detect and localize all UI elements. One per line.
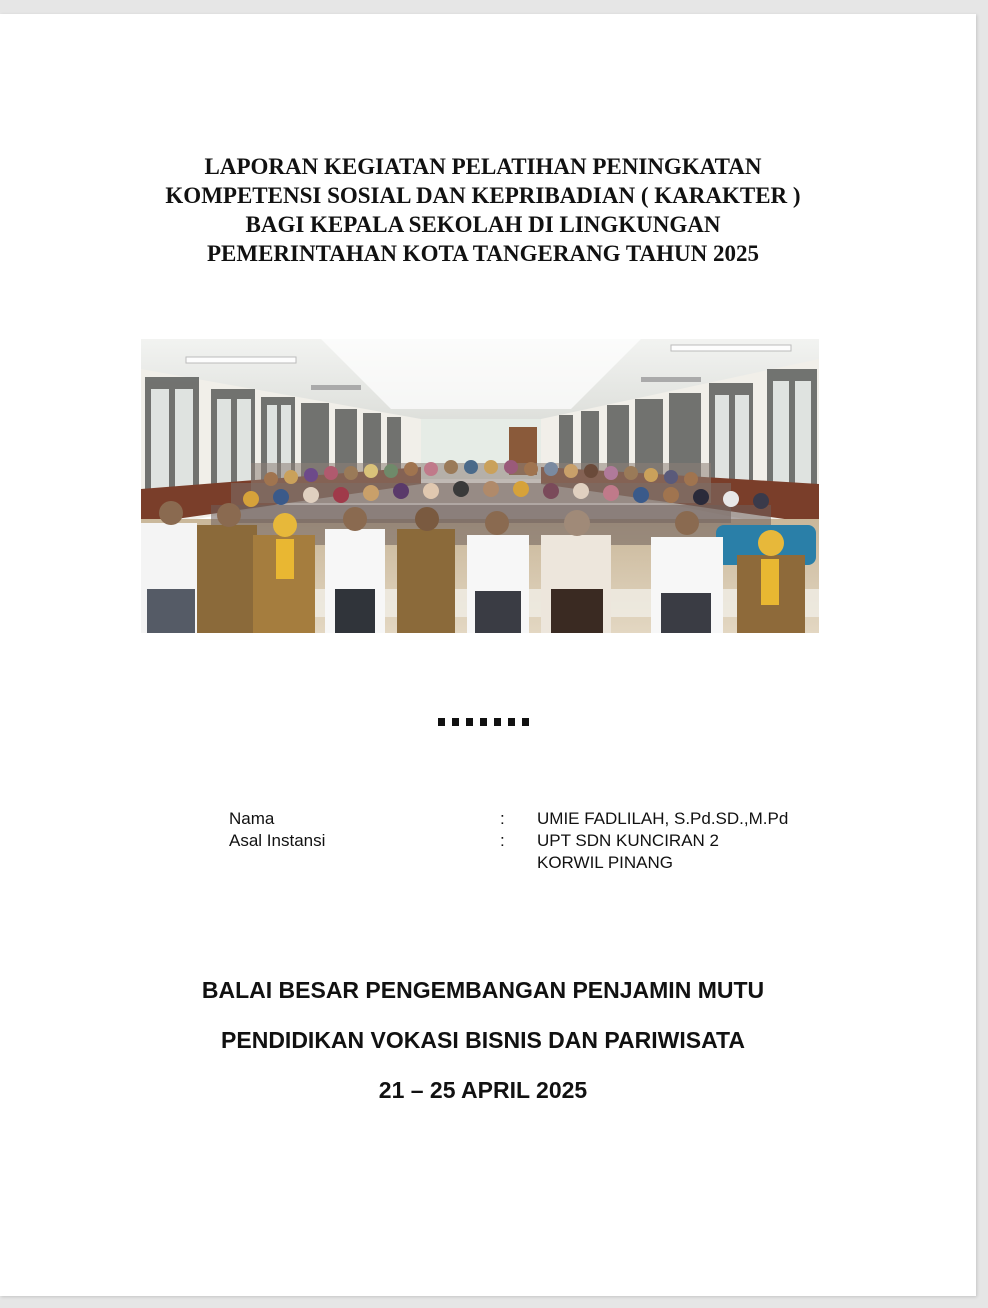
title-line-4: PEMERINTAHAN KOTA TANGERANG TAHUN 2025 [206, 241, 760, 266]
dot [522, 718, 529, 726]
name-colon: : [500, 809, 505, 828]
title-line-1: LAPORAN KEGIATAN PELATIHAN PENINGKATAN [204, 154, 762, 179]
title-line-2: KOMPETENSI SOSIAL DAN KEPRIBADIAN ( KARAKTER ) [165, 183, 801, 208]
organizer-line-2: PENDIDIKAN VOKASI BISNIS DAN PARIWISATA [221, 1027, 745, 1053]
dot [508, 718, 515, 726]
dot [466, 718, 473, 726]
institution-colon: : [500, 831, 505, 850]
name-value: UMIE FADLILAH, S.Pd.SD.,M.Pd [537, 809, 789, 828]
name-label: Nama [229, 809, 275, 828]
dot [494, 718, 501, 726]
document-page [0, 14, 976, 1296]
report-title [0, 152, 966, 268]
group-photo-icon [141, 339, 819, 633]
organizer-block [0, 977, 966, 1127]
institution-value-line-2: KORWIL PINANG [537, 853, 674, 872]
institution-label: Asal Instansi [229, 831, 326, 850]
ellipsis-separator [0, 718, 966, 726]
institution-value-line-1: UPT SDN KUNCIRAN 2 [537, 831, 719, 850]
title-line-3: BAGI KEPALA SEKOLAH DI LINGKUNGAN [245, 212, 721, 237]
dot [480, 718, 487, 726]
dot [438, 718, 445, 726]
dot [452, 718, 459, 726]
group-photo [141, 339, 819, 633]
event-dates: 21 – 25 APRIL 2025 [378, 1077, 588, 1103]
organizer-line-1: BALAI BESAR PENGEMBANGAN PENJAMIN MUTU [201, 977, 765, 1003]
